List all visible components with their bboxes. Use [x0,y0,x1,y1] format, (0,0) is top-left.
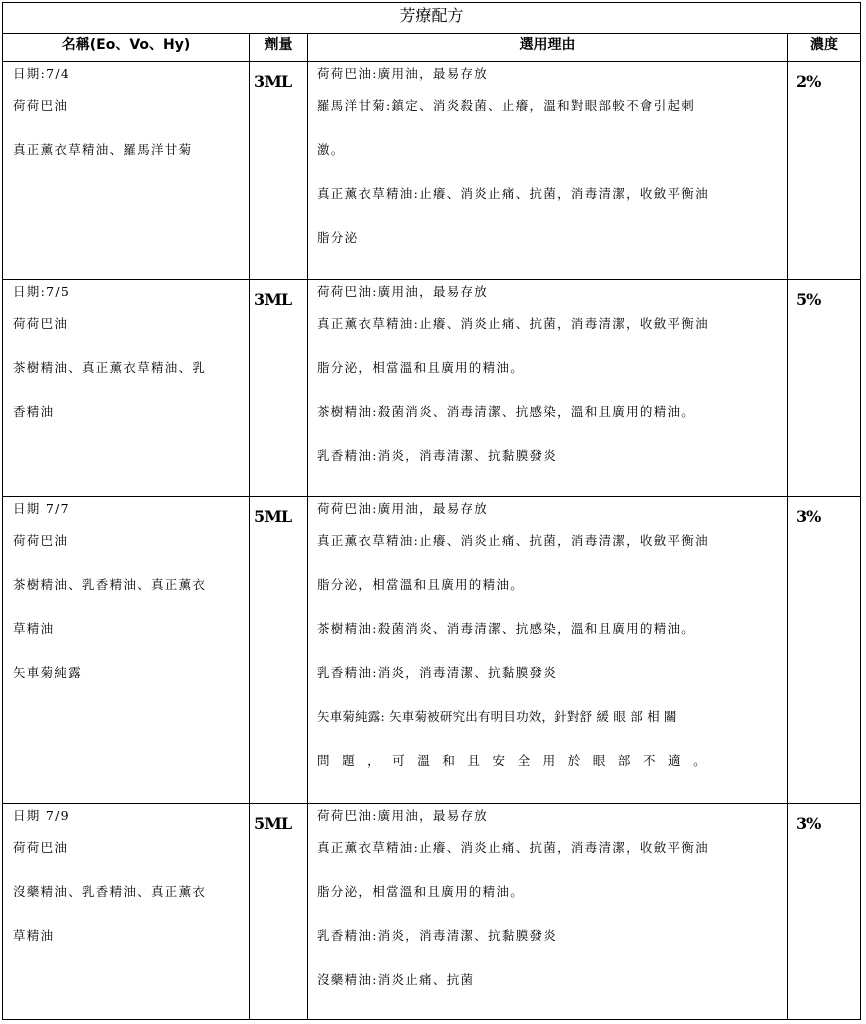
concentration-value: 3% [788,497,861,804]
volume-value: 3ML [250,280,308,497]
reason-line: 真正薰衣草精油:止癢、消炎止痛、抗菌，消毒清潔，收斂平衡油 [317,533,709,548]
aromatherapy-formula-table [2,2,861,1020]
name-cell [3,280,250,497]
reason-line: 脂分泌 [317,230,359,245]
reason-cell [308,497,788,804]
concentration-value: 2% [788,62,861,280]
reason-line: 乳香精油:消炎，消毒清潔、抗黏膜發炎 [317,448,558,463]
name-cell [3,62,250,280]
reason-line: 羅馬洋甘菊:鎮定、消炎殺菌、止癢，溫和對眼部較不會引起刺 [317,98,696,113]
reason-line: 荷荷巴油:廣用油，最易存放 [317,808,489,823]
carrier-oil: 荷荷巴油 [13,840,69,855]
reason-line: 真正薰衣草精油:止癢、消炎止痛、抗菌，消毒清潔，收斂平衡油 [317,186,709,201]
volume-value: 5ML [250,804,308,1020]
date-label: 日期 7/9 [13,808,70,823]
essential-oils-cont: 草精油 [13,928,55,943]
name-cell [3,497,250,804]
reason-line: 茶樹精油:殺菌消炎、消毒清潔、抗感染，溫和且廣用的精油。 [317,621,696,636]
reason-line: 荷荷巴油:廣用油，最易存放 [317,284,489,299]
reason-line: 真正薰衣草精油:止癢、消炎止痛、抗菌，消毒清潔，收斂平衡油 [317,316,709,331]
date-label: 日期 7/7 [13,501,70,516]
name-cell [3,804,250,1020]
table-row [3,62,861,280]
reason-line: 激。 [317,142,345,157]
reason-line: 荷荷巴油:廣用油，最易存放 [317,501,489,516]
header-name: 名稱(Eo、Vo、Hy) [3,34,250,62]
carrier-oil: 荷荷巴油 [13,316,69,331]
volume-value: 5ML [250,497,308,804]
header-reason: 選用理由 [308,34,788,62]
reason-cell [308,280,788,497]
table-row [3,280,861,497]
hydrosol: 矢車菊純露 [13,665,83,680]
date-label: 日期:7/4 [13,66,71,81]
reason-line: 乳香精油:消炎，消毒清潔、抗黏膜發炎 [317,665,558,680]
essential-oils-cont: 香精油 [13,404,55,419]
reason-line: 沒藥精油:消炎止痛、抗菌 [317,972,475,987]
essential-oils-cont: 草精油 [13,621,55,636]
concentration-value: 5% [788,280,861,497]
reason-line: 矢車菊純露: 矢車菊被研究出有明目功效，針對舒 緩 眼 部 相 關 [317,709,677,724]
date-label: 日期:7/5 [13,284,71,299]
table-row [3,497,861,804]
header-concentration: 濃度 [788,34,861,62]
reason-line: 真正薰衣草精油:止癢、消炎止痛、抗菌，消毒清潔，收斂平衡油 [317,840,709,855]
essential-oils: 茶樹精油、真正薰衣草精油、乳 [13,360,207,375]
reason-line: 乳香精油:消炎，消毒清潔、抗黏膜發炎 [317,928,558,943]
reason-line: 荷荷巴油:廣用油，最易存放 [317,66,489,81]
reason-cell [308,62,788,280]
reason-line: 茶樹精油:殺菌消炎、消毒清潔、抗感染，溫和且廣用的精油。 [317,404,696,419]
reason-cell [308,804,788,1020]
volume-value: 3ML [250,62,308,280]
essential-oils: 真正薰衣草精油、羅馬洋甘菊 [13,142,193,157]
essential-oils: 茶樹精油、乳香精油、真正薰衣 [13,577,207,592]
essential-oils: 沒藥精油、乳香精油、真正薰衣 [13,884,207,899]
reason-line: 問 題 ， 可 溫 和 且 安 全 用 於 眼 部 不 適 。 [317,753,710,768]
reason-line: 脂分泌，相當溫和且廣用的精油。 [317,884,525,899]
reason-line: 脂分泌，相當溫和且廣用的精油。 [317,360,525,375]
carrier-oil: 荷荷巴油 [13,98,69,113]
carrier-oil: 荷荷巴油 [13,533,69,548]
concentration-value: 3% [788,804,861,1020]
header-volume: 劑量 [250,34,308,62]
table-row [3,804,861,1020]
table-title: 芳療配方 [3,3,861,34]
reason-line: 脂分泌，相當溫和且廣用的精油。 [317,577,525,592]
